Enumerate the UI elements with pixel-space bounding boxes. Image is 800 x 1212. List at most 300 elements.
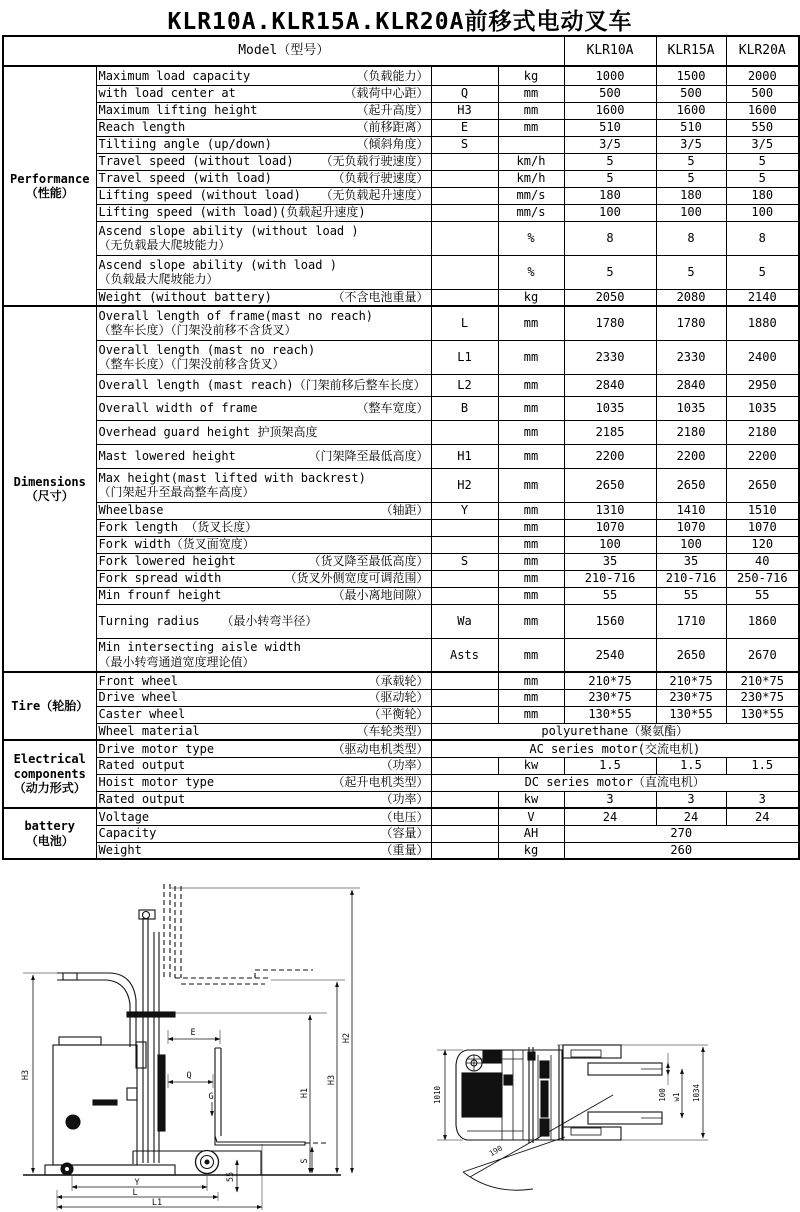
spec-name-cell [96, 221, 431, 255]
spec-name-cell [96, 604, 431, 638]
spec-value: 24 [564, 808, 656, 825]
spec-name-cell [96, 374, 431, 396]
spec-value: 1860 [726, 604, 799, 638]
spec-symbol [431, 689, 498, 706]
spec-unit: kw [498, 757, 564, 774]
table-row [3, 444, 799, 468]
spec-value: 180 [656, 187, 726, 204]
spec-name-en: Min frounf height [98, 588, 222, 603]
table-row [3, 306, 799, 340]
spec-value: 1410 [656, 502, 726, 519]
spec-value: 5 [726, 255, 799, 289]
spec-name-cn: （倾斜角度） [356, 137, 429, 152]
table-row [3, 689, 799, 706]
side-view-drawing [15, 860, 365, 1210]
spec-value: 35 [656, 553, 726, 570]
spec-value: 5 [726, 170, 799, 187]
top-view-drawing [425, 1025, 745, 1210]
spec-value: 500 [726, 85, 799, 102]
spec-symbol [431, 420, 498, 444]
spec-name-en: Fork width（货叉面宽度） [98, 537, 255, 552]
spec-name-cn: （驱动轮） [368, 690, 429, 705]
spec-name-en: Wheel material [98, 724, 200, 739]
spec-name-en: Overall length of frame(mast no reach) [98, 308, 374, 323]
dim-label-y: Y [134, 1178, 140, 1188]
spec-value: 2180 [656, 420, 726, 444]
spec-value: 100 [656, 536, 726, 553]
spec-symbol [431, 757, 498, 774]
spec-unit: mm [498, 306, 564, 340]
spec-name-wrap [99, 154, 429, 168]
spec-value: 130*55 [564, 706, 656, 723]
spec-name-cn: （载荷中心距） [344, 86, 429, 101]
table-row [3, 374, 799, 396]
spec-value: 1035 [726, 396, 799, 420]
table-row [3, 396, 799, 420]
spec-name-cn: （货叉外侧宽度可调范围） [284, 571, 429, 586]
spec-value: 8 [726, 221, 799, 255]
spec-value: 2050 [564, 289, 656, 306]
table-row [3, 706, 799, 723]
spec-value: 1600 [726, 102, 799, 119]
spec-name-en: with load center at [98, 86, 236, 101]
spec-value: 2140 [726, 289, 799, 306]
spec-name-wrap [99, 188, 429, 202]
spec-name-wrap [99, 792, 429, 806]
spec-value: 230*75 [564, 689, 656, 706]
spec-value: 2950 [726, 374, 799, 396]
spec-name-cell [96, 774, 431, 791]
spec-value: 1710 [656, 604, 726, 638]
spec-value: 1780 [564, 306, 656, 340]
spec-value: 2080 [656, 289, 726, 306]
spec-value: 2650 [656, 638, 726, 672]
spec-value: 1070 [656, 519, 726, 536]
spec-unit: kg [498, 289, 564, 306]
table-row [3, 119, 799, 136]
spec-name-wrap [99, 103, 429, 117]
spec-value: 180 [564, 187, 656, 204]
dim-label-l: L [132, 1188, 138, 1198]
spec-name-cell [96, 153, 431, 170]
spec-value: 510 [656, 119, 726, 136]
spec-name-cell [96, 519, 431, 536]
spec-unit: km/h [498, 153, 564, 170]
spec-name-cn: （容量） [380, 826, 429, 841]
spec-name-wrap [99, 290, 429, 304]
spec-value: 2670 [726, 638, 799, 672]
spec-name-wrap [99, 401, 429, 415]
spec-symbol [431, 170, 498, 187]
spec-name-en: Maximum load capacity [98, 68, 251, 83]
spec-unit: mm/s [498, 187, 564, 204]
spec-unit: km/h [498, 170, 564, 187]
spec-name-cell [96, 170, 431, 187]
spec-name-en: Maximum lifting height [98, 103, 258, 118]
dim-label-1010: 1010 [433, 1085, 442, 1105]
spec-name-en: Travel speed (without load) [98, 154, 294, 169]
spec-name-en: Mast lowered height [98, 448, 236, 463]
spec-name-en: Ascend slope ability (without load ) [98, 223, 359, 238]
spec-name-wrap [99, 690, 429, 704]
table-row [3, 468, 799, 502]
spec-value: 1035 [564, 396, 656, 420]
spec-name-wrap [99, 571, 429, 585]
model-column-header: KLR15A [656, 36, 726, 66]
spec-value: 2330 [564, 340, 656, 374]
spec-value: 3/5 [656, 136, 726, 153]
spec-value: 250-716 [726, 570, 799, 587]
table-row [3, 740, 799, 757]
table-row [3, 136, 799, 153]
table-row [3, 255, 799, 289]
spec-unit: kw [498, 791, 564, 808]
spec-value: 1780 [656, 306, 726, 340]
spec-name-wrap [99, 674, 429, 688]
spec-unit: % [498, 255, 564, 289]
spec-name-wrap [99, 588, 429, 602]
dim-label-h1: H1 [300, 1087, 310, 1099]
table-row [3, 289, 799, 306]
spec-name-en: Reach length [98, 120, 186, 135]
spec-value: 2540 [564, 638, 656, 672]
spec-value: 210-716 [656, 570, 726, 587]
dim-label-e: E [190, 1028, 196, 1038]
dim-label-w1: w1 [672, 1092, 681, 1102]
spec-unit: mm [498, 672, 564, 689]
spec-symbol [431, 221, 498, 255]
spec-value: 100 [564, 536, 656, 553]
spec-symbol [431, 66, 498, 85]
spec-name-cell [96, 553, 431, 570]
spec-value: 24 [656, 808, 726, 825]
table-header-row [3, 36, 799, 66]
section-label-tire [3, 672, 96, 740]
section-label-line: （动力形式） [13, 781, 86, 796]
spec-name-en: Drive wheel [98, 690, 178, 705]
spec-symbol: L [431, 306, 498, 340]
table-row [3, 757, 799, 774]
table-row [3, 85, 799, 102]
spec-value: 1510 [726, 502, 799, 519]
spec-name-cell [96, 723, 431, 740]
spec-name-en: Caster wheel [98, 707, 186, 722]
spec-value: 210-716 [564, 570, 656, 587]
spec-value: 5 [656, 255, 726, 289]
spec-name-cn: （不含电池重量） [332, 290, 429, 305]
table-row [3, 102, 799, 119]
spec-unit: V [498, 808, 564, 825]
spec-table [2, 35, 800, 860]
spec-name-wrap [99, 810, 429, 824]
spec-name-cell [96, 570, 431, 587]
spec-symbol: H3 [431, 102, 498, 119]
spec-symbol: S [431, 553, 498, 570]
spec-value: 3 [726, 791, 799, 808]
spec-value: 2400 [726, 340, 799, 374]
spec-value: 40 [726, 553, 799, 570]
spec-name-cell [96, 757, 431, 774]
spec-symbol: S [431, 136, 498, 153]
spec-name-wrap [99, 120, 429, 134]
spec-value: 1880 [726, 306, 799, 340]
spec-symbol [431, 536, 498, 553]
spec-name-cn: （无负载最大爬坡能力） [98, 238, 231, 252]
spec-name-cn: （整车宽度） [356, 400, 429, 415]
spec-name-en: Weight (without battery) [98, 290, 272, 305]
spec-name-cell [96, 808, 431, 825]
spec-name-cn: （平衡轮） [368, 707, 429, 722]
spec-symbol [431, 791, 498, 808]
spec-name-cell [96, 255, 431, 289]
spec-value: 2650 [726, 468, 799, 502]
spec-name-cn: （起升电机类型） [332, 775, 429, 790]
spec-name-wrap [99, 826, 429, 840]
spec-name-cn: （最小转弯通道宽度理论值） [98, 654, 255, 669]
spec-merged-value: 260 [564, 842, 799, 859]
spec-name-cn: （功率） [380, 758, 429, 773]
spec-value: 1.5 [564, 757, 656, 774]
table-row [3, 638, 799, 672]
spec-value: 510 [564, 119, 656, 136]
spec-name-cell [96, 102, 431, 119]
spec-name-en: Rated output [98, 792, 186, 807]
spec-name-cn: （最小离地间隙） [332, 588, 429, 603]
spec-name-cn: （起升高度） [356, 103, 429, 118]
spec-name-wrap [99, 171, 429, 185]
spec-merged-value: DC series motor（直流电机） [431, 774, 799, 791]
spec-symbol [431, 187, 498, 204]
spec-name-cell [96, 420, 431, 444]
spec-name-wrap [99, 503, 429, 517]
spec-value: 1000 [564, 66, 656, 85]
spec-symbol: B [431, 396, 498, 420]
section-label-battery [3, 808, 96, 859]
spec-value: 500 [564, 85, 656, 102]
spec-name-cn: （前移距离） [356, 120, 429, 135]
dim-label-angle: 190 [487, 1143, 504, 1159]
table-row [3, 536, 799, 553]
section-label-line: Tire（轮胎） [11, 698, 89, 713]
spec-unit: mm [498, 396, 564, 420]
spec-value: 5 [564, 255, 656, 289]
spec-name-cell [96, 444, 431, 468]
spec-unit: mm [498, 340, 564, 374]
spec-name-en: Fork length （货叉长度） [98, 520, 258, 535]
spec-name-cn: （门架起升至最高整车高度） [98, 485, 255, 499]
spec-name-en: Fork spread width [98, 571, 222, 586]
section-label-line: components [13, 766, 86, 781]
spec-value: 1600 [564, 102, 656, 119]
spec-symbol [431, 808, 498, 825]
spec-name-cn: （重量） [380, 843, 429, 858]
spec-unit: mm [498, 553, 564, 570]
spec-name-cn: （无负载起升速度） [320, 188, 429, 203]
spec-symbol [431, 825, 498, 842]
spec-name-cell [96, 468, 431, 502]
spec-unit: mm [498, 604, 564, 638]
table-row [3, 340, 799, 374]
spec-name-en: Weight [98, 843, 142, 858]
section-label-line: Dimensions [13, 474, 86, 489]
spec-value: 2000 [726, 66, 799, 85]
spec-name-wrap [99, 707, 429, 721]
spec-value: 35 [564, 553, 656, 570]
spec-value: 55 [564, 587, 656, 604]
spec-merged-value: 270 [564, 825, 799, 842]
spec-unit: mm [498, 374, 564, 396]
spec-value: 2840 [656, 374, 726, 396]
table-row [3, 842, 799, 859]
spec-symbol: Asts [431, 638, 498, 672]
dim-label-q: Q [186, 1071, 192, 1081]
spec-name-cell [96, 396, 431, 420]
spec-name-en: Lifting speed (without load) [98, 188, 301, 203]
dim-label-l1: L1 [151, 1198, 163, 1208]
spec-name-cell [96, 502, 431, 519]
table-row [3, 66, 799, 85]
spec-value: 2330 [656, 340, 726, 374]
spec-name-cell [96, 672, 431, 689]
side-view-machine [23, 884, 341, 1175]
spec-name-wrap [99, 554, 429, 568]
spec-name-en: Ascend slope ability (with load ) [98, 257, 337, 272]
spec-value: 1500 [656, 66, 726, 85]
spec-value: 5 [656, 153, 726, 170]
spec-name-cell [96, 85, 431, 102]
spec-unit: mm [498, 502, 564, 519]
dim-label-h3-left: H3 [21, 1069, 31, 1081]
spec-unit: mm [498, 570, 564, 587]
page-title: KLR10A.KLR15A.KLR20A前移式电动叉车 [167, 9, 633, 35]
spec-name-en: Front wheel [98, 673, 178, 688]
spec-value: 2200 [726, 444, 799, 468]
spec-value: 100 [726, 204, 799, 221]
spec-value: 8 [656, 221, 726, 255]
spec-value: 2180 [726, 420, 799, 444]
top-view-machine [456, 1045, 662, 1190]
spec-name-cell [96, 187, 431, 204]
spec-value: 1035 [656, 396, 726, 420]
spec-name-wrap [99, 69, 429, 83]
spec-name-wrap [99, 758, 429, 772]
model-header-cell: Model（型号） [3, 36, 564, 66]
spec-value: 2840 [564, 374, 656, 396]
spec-unit: mm [498, 638, 564, 672]
dim-label-h2: H2 [342, 1032, 352, 1044]
spec-unit [498, 136, 564, 153]
spec-symbol: Wa [431, 604, 498, 638]
spec-name-cell [96, 689, 431, 706]
spec-name-cn: （电压） [380, 809, 429, 824]
spec-name-wrap [99, 86, 429, 100]
spec-value: 2200 [656, 444, 726, 468]
table-row [3, 723, 799, 740]
spec-value: 3 [564, 791, 656, 808]
spec-unit: mm [498, 102, 564, 119]
spec-merged-value: AC series motor(交流电机) [431, 740, 799, 757]
table-row [3, 672, 799, 689]
spec-name-en: Overall length (mast no reach) [98, 342, 316, 357]
section-label-line: Performance [10, 171, 90, 186]
spec-name-cn: （承载轮） [368, 673, 429, 688]
table-row [3, 808, 799, 825]
table-row [3, 774, 799, 791]
spec-value: 100 [564, 204, 656, 221]
spec-unit: mm [498, 468, 564, 502]
spec-value: 5 [564, 153, 656, 170]
table-row [3, 519, 799, 536]
spec-unit: mm [498, 444, 564, 468]
spec-name-cell [96, 204, 431, 221]
spec-value: 2650 [564, 468, 656, 502]
spec-merged-value: polyurethane（聚氨酯） [431, 723, 799, 740]
spec-unit: mm [498, 85, 564, 102]
section-label-line: （电池） [25, 833, 74, 848]
spec-value: 230*75 [726, 689, 799, 706]
spec-name-cn: （整车长度）（门架没前移不含货叉） [98, 323, 297, 338]
spec-value: 130*55 [656, 706, 726, 723]
table-row [3, 553, 799, 570]
spec-value: 1.5 [656, 757, 726, 774]
dim-label-g: G [208, 1092, 214, 1102]
spec-value: 8 [564, 221, 656, 255]
section-label-line: （尺寸） [25, 489, 74, 503]
spec-symbol: Q [431, 85, 498, 102]
spec-name-cell [96, 136, 431, 153]
table-row [3, 204, 799, 221]
table-row [3, 587, 799, 604]
table-row [3, 825, 799, 842]
spec-value: 2185 [564, 420, 656, 444]
spec-unit: AH [498, 825, 564, 842]
spec-value: 1070 [564, 519, 656, 536]
spec-name-cn: （整车长度）（门架没前移含货叉） [98, 357, 285, 371]
spec-name-wrap [99, 775, 429, 789]
spec-symbol [431, 255, 498, 289]
spec-value: 1.5 [726, 757, 799, 774]
spec-unit: % [498, 221, 564, 255]
spec-name-wrap [99, 843, 429, 857]
spec-value: 5 [564, 170, 656, 187]
spec-name-cell [96, 638, 431, 672]
spec-symbol: E [431, 119, 498, 136]
table-row [3, 570, 799, 587]
section-label-line: battery [24, 819, 76, 834]
dim-label-1034: 1034 [692, 1083, 701, 1103]
spec-value: 1600 [656, 102, 726, 119]
spec-name-en: Travel speed (with load) [98, 171, 272, 186]
dim-label-s: S [300, 1158, 310, 1164]
spec-value: 3/5 [564, 136, 656, 153]
spec-symbol [431, 587, 498, 604]
section-label-electrical [3, 740, 96, 808]
spec-name-cell [96, 791, 431, 808]
spec-name-wrap [99, 724, 429, 738]
spec-name-cn: （门架降至最低高度） [308, 448, 429, 463]
spec-symbol [431, 842, 498, 859]
spec-name-cn: （负载最大爬坡能力） [98, 272, 219, 286]
table-row [3, 604, 799, 638]
spec-unit: mm/s [498, 204, 564, 221]
spec-name-cn: （负载能力） [356, 68, 429, 83]
spec-name-cell [96, 340, 431, 374]
spec-value: 3 [656, 791, 726, 808]
spec-name-en: Overall width of frame [98, 400, 258, 415]
spec-symbol: L2 [431, 374, 498, 396]
spec-name-en: Capacity [98, 826, 157, 841]
spec-symbol: Y [431, 502, 498, 519]
